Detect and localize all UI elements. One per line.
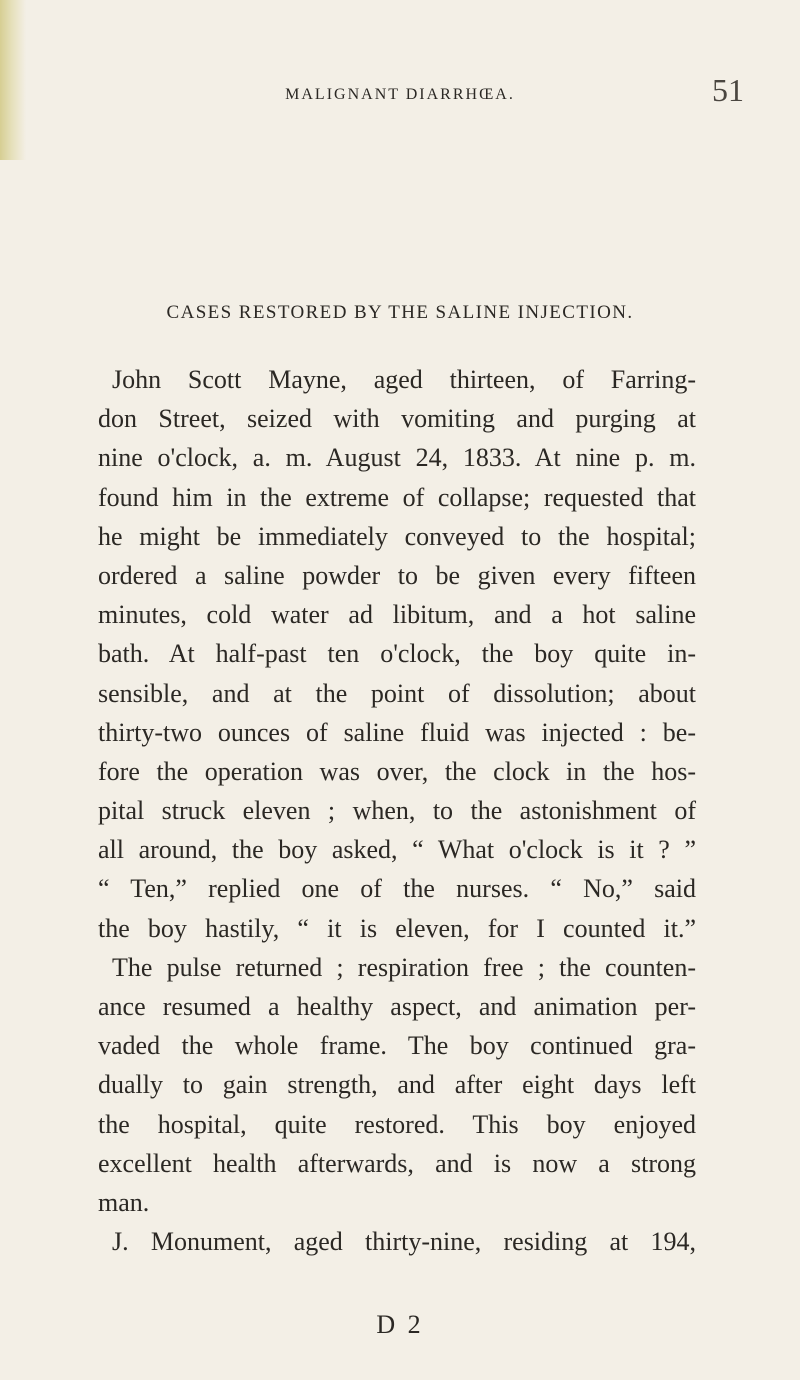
body-text (98, 360, 696, 1261)
text-line: bath. At half-past ten o'clock, the boy quite in- (98, 639, 696, 669)
text-line: all around, the boy asked, “ What o'clock is it ? ” (98, 835, 696, 865)
text-line: John Scott Mayne, aged thirteen, of Farring- (112, 365, 696, 394)
page-number: 51 (712, 72, 744, 108)
text-line: the boy hastily, “ it is eleven, for I counted it.” (98, 913, 696, 943)
text-line: nine o'clock, a. m. August 24, 1833. At nine p. m. (98, 443, 696, 473)
signature-mark: D 2 (376, 1310, 424, 1339)
text-line: excellent health afterwards, and is now a strong (98, 1148, 696, 1178)
text-line: The pulse returned ; respiration free ; the counten- (112, 952, 696, 982)
text-line: ance resumed a healthy aspect, and animation per- (98, 992, 696, 1021)
text-line: “ Ten,” replied one of the nurses. “ No,” said (98, 874, 696, 904)
text-line: minutes, cold water ad libitum, and a hot saline (98, 600, 696, 630)
text-line: don Street, seized with vomiting and purging at (98, 404, 696, 434)
text-line: fore the operation was over, the clock in the hos- (98, 756, 696, 786)
text-line: sensible, and at the point of dissolution; about (98, 678, 696, 708)
text-line: pital struck eleven ; when, to the astonishment of (98, 796, 696, 826)
text-line: man. (98, 1187, 150, 1217)
text-line: the hospital, quite restored. This boy enjoyed (98, 1109, 696, 1139)
text-line: vaded the whole frame. The boy continued gra- (98, 1031, 696, 1061)
text-line: thirty-two ounces of saline fluid was injected : be- (98, 717, 696, 747)
text-line: he might be immediately conveyed to the hospital; (98, 521, 696, 551)
running-head: MALIGNANT DIARRHŒA. (285, 86, 515, 103)
page-edge-stain (0, 0, 26, 160)
text-line: found him in the extreme of collapse; requested that (98, 482, 696, 512)
text-line: ordered a saline powder to be given every fifteen (98, 560, 696, 590)
text-line: dually to gain strength, and after eight days left (98, 1070, 696, 1100)
section-title: CASES RESTORED BY THE SALINE INJECTION. (166, 302, 634, 323)
text-line: J. Monument, aged thirty-nine, residing at 194, (112, 1227, 696, 1257)
